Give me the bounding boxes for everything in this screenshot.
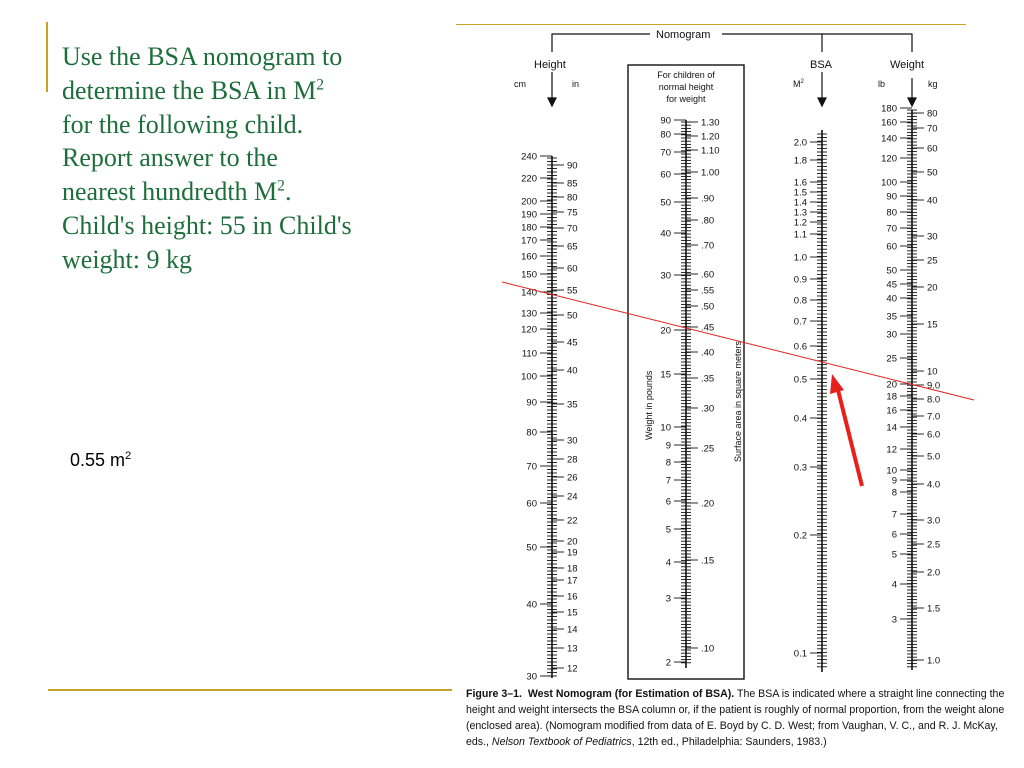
weight-kg-label: 50 bbox=[927, 167, 938, 179]
height-cm-label: 200 bbox=[521, 196, 537, 208]
bsa-label: 1.6 bbox=[793, 177, 807, 189]
weight-lb-label: 14 bbox=[886, 422, 897, 434]
box-lb-label: 60 bbox=[660, 169, 671, 181]
box-m2-label: .15 bbox=[701, 555, 715, 567]
box-lb-label: 2 bbox=[665, 657, 671, 669]
weight-lb-label: 18 bbox=[886, 391, 897, 403]
weight-lb-label: 160 bbox=[881, 117, 897, 129]
bsa-label: 1.5 bbox=[793, 187, 807, 199]
west-nomogram bbox=[500, 22, 980, 682]
weight-lb-label: 6 bbox=[891, 529, 897, 541]
bsa-label: 1.1 bbox=[793, 229, 807, 241]
figure-label: Figure 3–1. bbox=[466, 688, 522, 700]
box-m2-label: .80 bbox=[701, 215, 715, 227]
weight-lb-label: 7 bbox=[891, 509, 897, 521]
bsa-label: 2.0 bbox=[793, 137, 807, 149]
weight-kg-label: 25 bbox=[927, 255, 938, 267]
box-m2-label: 1.20 bbox=[701, 131, 720, 143]
box-lb-label: 4 bbox=[665, 557, 671, 569]
height-in-label: 13 bbox=[567, 643, 578, 655]
question-line: Use the BSA nomogram to bbox=[62, 42, 343, 71]
weight-lb-label: 180 bbox=[881, 103, 897, 115]
height-in-label: 15 bbox=[567, 607, 578, 619]
height-cm-label: 60 bbox=[526, 498, 537, 510]
book-title: Nelson Textbook of Pediatrics bbox=[491, 736, 632, 748]
height-cm-label: 30 bbox=[526, 671, 537, 682]
figure-title: West Nomogram (for Estimation of BSA). bbox=[527, 688, 735, 700]
caption-text: , 12th ed., Philadelphia: Saunders, 1983.) bbox=[631, 736, 827, 748]
height-in-label: 55 bbox=[567, 285, 578, 297]
weight-lb-label: 80 bbox=[886, 207, 897, 219]
scale-ticks bbox=[540, 108, 924, 676]
box-label: normal height bbox=[658, 82, 714, 92]
box-lb-label: 6 bbox=[665, 496, 671, 508]
height-in-label: 60 bbox=[567, 263, 578, 275]
height-cm-label: 220 bbox=[521, 173, 537, 185]
box-lb-label: 50 bbox=[660, 197, 671, 209]
height-in-label: 80 bbox=[567, 192, 578, 204]
box-m2-label: .40 bbox=[701, 347, 715, 359]
lb-unit: lb bbox=[878, 79, 886, 89]
weight-lb-label: 120 bbox=[881, 153, 897, 165]
bsa-label: 0.5 bbox=[793, 374, 807, 386]
height-cm-label: 240 bbox=[521, 151, 537, 163]
box-lb-label: 20 bbox=[660, 325, 671, 337]
box-lb-label: 10 bbox=[660, 422, 671, 434]
box-m2-label: .25 bbox=[701, 443, 715, 455]
weight-kg-label: 60 bbox=[927, 143, 938, 155]
bsa-label: 0.6 bbox=[793, 341, 807, 353]
m2-unit bbox=[793, 79, 805, 89]
bsa-label: 0.9 bbox=[793, 274, 807, 286]
question-line: Report answer to the bbox=[62, 143, 278, 173]
box-lb-label: 9 bbox=[665, 440, 671, 452]
bsa-header: BSA bbox=[810, 59, 833, 71]
question-text bbox=[62, 40, 454, 277]
height-in-label: 14 bbox=[567, 624, 578, 636]
weight-kg-label: 1.0 bbox=[927, 655, 941, 667]
bsa-label: 1.4 bbox=[793, 197, 807, 209]
height-in-label: 18 bbox=[567, 563, 578, 575]
weight-kg-label: 1.5 bbox=[927, 603, 941, 615]
weight-kg-label: 8.0 bbox=[927, 394, 941, 406]
weight-lb-label: 25 bbox=[886, 353, 897, 365]
height-cm-label: 140 bbox=[521, 287, 537, 299]
question-line: nearest hundredth M bbox=[62, 177, 278, 207]
height-in-label: 35 bbox=[567, 399, 578, 411]
weight-lb-label: 90 bbox=[886, 191, 897, 203]
height-in-label: 90 bbox=[567, 160, 578, 172]
question-line: for the following child. bbox=[62, 109, 304, 139]
height-in-label: 22 bbox=[567, 515, 578, 527]
height-cm-label: 70 bbox=[526, 461, 537, 473]
box-lb-label: 5 bbox=[665, 524, 671, 536]
weight-lb-label: 40 bbox=[886, 293, 897, 305]
height-in-label: 30 bbox=[567, 435, 578, 447]
box-lb-label: 80 bbox=[660, 129, 671, 141]
scale-labels bbox=[521, 104, 940, 683]
weight-kg-label: 2.0 bbox=[927, 567, 941, 579]
weight-lb-label: 140 bbox=[881, 133, 897, 145]
box-lb-label: 3 bbox=[665, 593, 671, 605]
surface-area-label: Surface area in square meters bbox=[733, 340, 743, 462]
height-cm-label: 130 bbox=[521, 308, 537, 320]
height-cm-label: 170 bbox=[521, 235, 537, 247]
weight-kg-label: 80 bbox=[927, 108, 938, 120]
superscript: 2 bbox=[316, 76, 324, 94]
box-m2-label: .35 bbox=[701, 373, 715, 385]
bsa-pointer-arrow bbox=[830, 374, 862, 486]
box-lb-label: 8 bbox=[665, 457, 671, 469]
box-m2-label: .45 bbox=[701, 322, 715, 334]
height-in-label: 65 bbox=[567, 241, 578, 253]
superscript: 2 bbox=[277, 177, 285, 195]
height-cm-label: 50 bbox=[526, 542, 537, 554]
box-m2-label: 1.00 bbox=[701, 167, 720, 179]
bsa-label: 1.8 bbox=[793, 155, 807, 167]
height-in-label: 19 bbox=[567, 547, 578, 559]
weight-kg-label: 10 bbox=[927, 366, 938, 378]
box-m2-label: .50 bbox=[701, 301, 715, 313]
box-lb-label: 15 bbox=[660, 369, 671, 381]
weight-lb-label: 60 bbox=[886, 241, 897, 253]
question-line: weight: 9 kg bbox=[62, 244, 192, 274]
weight-lb-label: 4 bbox=[891, 579, 897, 591]
box-m2-label: 1.30 bbox=[701, 117, 720, 129]
weight-lb-label: 8 bbox=[891, 487, 897, 499]
box-lb-label: 70 bbox=[660, 147, 671, 159]
weight-lb-label: 5 bbox=[891, 549, 897, 561]
in-unit: in bbox=[572, 79, 580, 89]
box-lb-label: 40 bbox=[660, 228, 671, 240]
nomogram-bracket bbox=[552, 34, 912, 52]
bsa-label: 0.7 bbox=[793, 316, 807, 328]
weight-lb-label: 30 bbox=[886, 329, 897, 341]
weight-kg-label: 3.0 bbox=[927, 515, 941, 527]
cm-unit: cm bbox=[514, 79, 526, 89]
bsa-label: 0.2 bbox=[793, 530, 807, 542]
height-in-label: 26 bbox=[567, 472, 578, 484]
weight-kg-label: 6.0 bbox=[927, 429, 941, 441]
box-m2-label: .55 bbox=[701, 285, 715, 297]
accent-rule-bottom bbox=[48, 689, 452, 691]
bsa-label: 1.2 bbox=[793, 217, 807, 229]
height-in-label: 16 bbox=[567, 591, 578, 603]
bsa-label: 0.4 bbox=[793, 413, 807, 425]
height-cm-label: 150 bbox=[521, 269, 537, 281]
accent-bar-left bbox=[46, 22, 48, 92]
height-in-label: 75 bbox=[567, 207, 578, 219]
height-in-label: 85 bbox=[567, 178, 578, 190]
nomogram-title: Nomogram bbox=[656, 29, 711, 41]
box-label: for weight bbox=[666, 94, 706, 104]
box-lb-label: 90 bbox=[660, 115, 671, 127]
height-in-label: 12 bbox=[567, 663, 578, 675]
answer-value: 0.55 m bbox=[70, 450, 126, 470]
height-cm-label: 90 bbox=[526, 397, 537, 409]
height-cm-label: 100 bbox=[521, 371, 537, 383]
m2-unit-text: M bbox=[793, 79, 801, 89]
box-m2-label: .60 bbox=[701, 269, 715, 281]
height-cm-label: 180 bbox=[521, 222, 537, 234]
box-m2-label: .70 bbox=[701, 240, 715, 252]
weight-kg-label: 2.5 bbox=[927, 539, 941, 551]
weight-lb-label: 100 bbox=[881, 177, 897, 189]
weight-lb-label: 50 bbox=[886, 265, 897, 277]
box-m2-label: .20 bbox=[701, 498, 715, 510]
question-line: Child's height: 55 in Child's bbox=[62, 210, 352, 240]
weight-lb-label: 12 bbox=[886, 444, 897, 456]
box-label: For children of bbox=[657, 70, 715, 80]
bsa-label: 0.8 bbox=[793, 295, 807, 307]
weight-pounds-label: Weight in pounds bbox=[644, 370, 654, 440]
height-header: Height bbox=[534, 59, 566, 71]
weight-header: Weight bbox=[890, 59, 925, 71]
weight-lb-label: 3 bbox=[891, 614, 897, 626]
box-lb-label: 30 bbox=[660, 270, 671, 282]
height-in-label: 24 bbox=[567, 491, 578, 503]
height-in-label: 17 bbox=[567, 575, 578, 587]
header-arrows bbox=[548, 72, 916, 106]
height-cm-label: 110 bbox=[521, 348, 537, 360]
height-cm-label: 40 bbox=[526, 599, 537, 611]
box-m2-label: .10 bbox=[701, 643, 715, 655]
answer-superscript: 2 bbox=[125, 450, 132, 462]
weight-lb-label: 20 bbox=[886, 379, 897, 391]
weight-lb-label: 9 bbox=[891, 475, 897, 487]
box-m2-label: .90 bbox=[701, 193, 715, 205]
height-cm-label: 160 bbox=[521, 251, 537, 263]
bsa-label: 0.1 bbox=[793, 648, 807, 660]
m2-unit-sup: 2 bbox=[800, 79, 804, 85]
height-cm-label: 190 bbox=[521, 209, 537, 221]
height-in-label: 28 bbox=[567, 454, 578, 466]
height-in-label: 20 bbox=[567, 536, 578, 548]
weight-kg-label: 5.0 bbox=[927, 451, 941, 463]
question-line: determine the BSA in M bbox=[62, 75, 317, 105]
height-in-label: 50 bbox=[567, 310, 578, 322]
weight-kg-label: 70 bbox=[927, 123, 938, 135]
weight-lb-label: 16 bbox=[886, 405, 897, 417]
height-cm-label: 80 bbox=[526, 427, 537, 439]
weight-lb-label: 70 bbox=[886, 223, 897, 235]
weight-lb-label: 45 bbox=[886, 279, 897, 291]
figure-caption bbox=[466, 686, 1022, 750]
weight-kg-label: 15 bbox=[927, 319, 938, 331]
weight-kg-label: 40 bbox=[927, 195, 938, 207]
height-cm-label: 120 bbox=[521, 324, 537, 336]
question-line: . bbox=[284, 177, 292, 207]
height-in-label: 70 bbox=[567, 223, 578, 235]
height-in-label: 40 bbox=[567, 365, 578, 377]
caption-text: The BSA is indicated where a straight line connecting the height and weight intersects the BSA column or, if the patient is roughly of normal proportion, from the weight alone (enclosed area). (Nomogram modified from data of E. Boyd by C. D. West; from Vaughan, V. C., and R. J. McKay, eds., bbox=[466, 688, 1005, 748]
weight-kg-label: 20 bbox=[927, 282, 938, 294]
bsa-label: 0.3 bbox=[793, 462, 807, 474]
weight-kg-label: 4.0 bbox=[927, 479, 941, 491]
box-m2-label: 1.10 bbox=[701, 145, 720, 157]
weight-kg-label: 7.0 bbox=[927, 411, 941, 423]
weight-kg-label: 30 bbox=[927, 231, 938, 243]
weight-kg-label: 9.0 bbox=[927, 380, 941, 392]
weight-lb-label: 10 bbox=[886, 465, 897, 477]
box-lb-label: 7 bbox=[665, 475, 671, 487]
weight-lb-label: 35 bbox=[886, 311, 897, 323]
bsa-label: 1.0 bbox=[793, 252, 807, 264]
bsa-label: 1.3 bbox=[793, 207, 807, 219]
answer-text bbox=[70, 450, 131, 471]
kg-unit: kg bbox=[928, 79, 938, 89]
height-in-label: 45 bbox=[567, 337, 578, 349]
box-m2-label: .30 bbox=[701, 403, 715, 415]
